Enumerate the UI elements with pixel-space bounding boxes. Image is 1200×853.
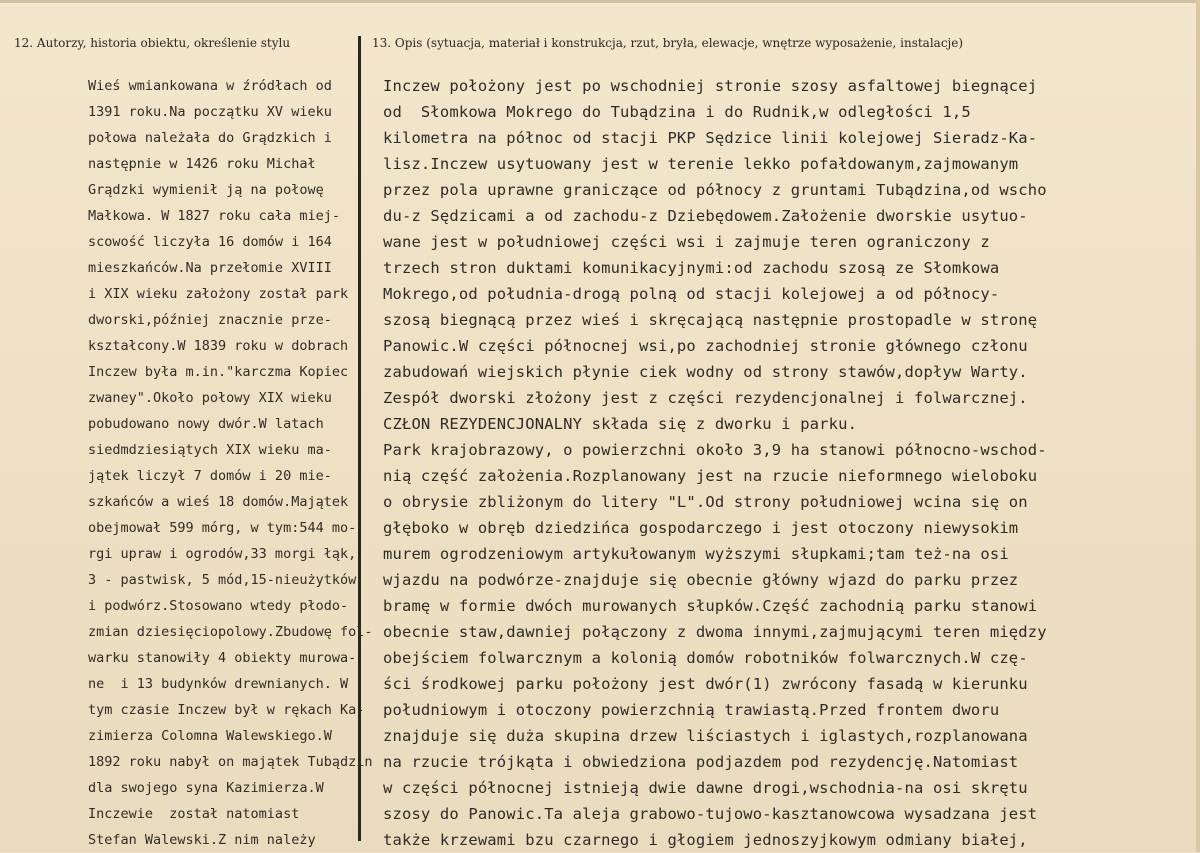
history-text-line: 3 - pastwisk, 5 mód,15-nieużytków bbox=[88, 572, 357, 588]
history-text-line: mieszkańców.Na przełomie XVIII bbox=[88, 260, 332, 276]
description-text-line: od Słomkowa Mokrego do Tubądzina i do Rudnik,w odległości 1,5 bbox=[383, 103, 971, 121]
description-text-line: murem ogrodzeniowym artykułowanym wyższymi słupkami;tam też-na osi bbox=[383, 545, 1009, 563]
history-text-line: Inczew była m.in."karczma Kopiec bbox=[88, 364, 349, 380]
description-text-line: kilometra na północ od stacji PKP Sędzice linii kolejowej Sieradz-Ka- bbox=[383, 129, 1038, 147]
history-text-line: zwaney".Około połowy XIX wieku bbox=[88, 390, 332, 406]
history-text-line: zimierza Colomna Walewskiego.W bbox=[88, 728, 332, 744]
description-text-line: Panowic.W części północnej wsi,po zachodniej stronie głównego członu bbox=[383, 337, 1028, 355]
description-text-line: nią część założenia.Rozplanowany jest na rzucie nieformnego wieloboku bbox=[383, 467, 1038, 485]
history-text-line: szkańców a wieś 18 domów.Majątek bbox=[88, 494, 349, 510]
description-text-line: także krzewami bzu czarnego i głogiem jednoszyjkowym odmiany białej, bbox=[383, 831, 1028, 849]
history-text-line: połowa należała do Grądzkich i bbox=[88, 130, 332, 146]
history-text-line: 1892 roku nabył on majątek Tubądzin bbox=[88, 754, 373, 770]
history-text-line: Wieś wmiankowana w źródłach od bbox=[88, 78, 332, 94]
description-text-line: szosy do Panowic.Ta aleja grabowo-tujowo-kasztanowcowa wysadzana jest bbox=[383, 805, 1038, 823]
description-text-line: Park krajobrazowy, o powierzchni około 3,9 ha stanowi północno-wschod- bbox=[383, 441, 1047, 459]
description-text-line: Mokrego,od południa-drogą polną od stacji kolejowej a od północy- bbox=[383, 285, 1000, 303]
history-text-line: ne i 13 budynków drewnianych. W bbox=[88, 676, 349, 692]
history-text-line: warku stanowiły 4 obiekty murowa- bbox=[88, 650, 357, 666]
description-text-line: południowym i otoczony powierzchnią trawiastą.Przed frontem dworu bbox=[383, 701, 1000, 719]
history-text-line: rgi upraw i ogrodów,33 morgi łąk, bbox=[88, 546, 357, 562]
description-text-line: Zespół dworski złożony jest z części rezydencjonalnej i folwarcznej. bbox=[383, 389, 1028, 407]
history-text-line: dworski,później znacznie prze- bbox=[88, 312, 332, 328]
description-text-line: przez pola uprawne graniczące od północy z gruntami Tubądzina,od wscho bbox=[383, 181, 1047, 199]
history-text-line: scowość liczyła 16 domów i 164 bbox=[88, 234, 332, 250]
description-text-line: trzech stron duktami komunikacyjnymi:od zachodu szosą ze Słomkowa bbox=[383, 259, 1000, 277]
history-text-line: pobudowano nowy dwór.W latach bbox=[88, 416, 324, 432]
history-text-line: obejmował 599 mórg, w tym:544 mo- bbox=[88, 520, 357, 536]
history-text-line: Inczewie został natomiast bbox=[88, 806, 300, 822]
description-text-line: na rzucie trójkąta i obwiedziona podjazdem pod rezydencję.Natomiast bbox=[383, 753, 1019, 771]
description-text-line: zabudowań wiejskich płynie ciek wodny od strony stawów,dopływ Warty. bbox=[383, 363, 1028, 381]
description-text-line: du-z Sędzicami a od zachodu-z Dziebędowem.Założenie dworskie usytuo- bbox=[383, 207, 1028, 225]
description-text-line: bramę w formie dwóch murowanych słupków.Część zachodnią parku stanowi bbox=[383, 597, 1038, 615]
history-text-line: tym czasie Inczew był w rękach Ka- bbox=[88, 702, 365, 718]
description-text-line: obejściem folwarcznym a kolonią domów robotników folwarcznych.W czę- bbox=[383, 649, 1028, 667]
description-text-line: obecnie staw,dawniej połączony z dwoma innymi,zajmującymi teren między bbox=[383, 623, 1047, 641]
history-text-line: siedmdziesiątych XIX wieku ma- bbox=[88, 442, 332, 458]
history-text-line: i podwórz.Stosowano wtedy płodo- bbox=[88, 598, 349, 614]
section-13-heading: 13. Opis (sytuacja, materiał i konstrukcja, rzut, bryła, elewacje, wnętrze wyposażenie, instalacje) bbox=[372, 36, 964, 50]
description-text-line: wjazdu na podwórze-znajduje się obecnie główny wjazd do parku przez bbox=[383, 571, 1019, 589]
history-text-line: Stefan Walewski.Z nim należy bbox=[88, 832, 316, 848]
description-text-line: wane jest w południowej części wsi i zajmuje teren ograniczony z bbox=[383, 233, 990, 251]
history-text-line: następnie w 1426 roku Michał bbox=[88, 156, 316, 172]
history-text-line: Małkowa. W 1827 roku cała miej- bbox=[88, 208, 340, 224]
history-text-line: Grądzki wymienił ją na połowę bbox=[88, 182, 324, 198]
history-text-line: zmian dziesięciopolowy.Zbudowę fol- bbox=[88, 624, 373, 640]
history-text-line: dla swojego syna Kazimierza.W bbox=[88, 780, 324, 796]
description-text-line: Inczew położony jest po wschodniej stronie szosy asfaltowej biegnącej bbox=[383, 77, 1038, 95]
history-text-line: 1391 roku.Na początku XV wieku bbox=[88, 104, 332, 120]
description-text-line: szosą biegnącą przez wieś i skręcającą następnie prostopadle w stronę bbox=[383, 311, 1038, 329]
description-text-line: w części północnej istnieją dwie dawne drogi,wschodnia-na osi skrętu bbox=[383, 779, 1028, 797]
description-text-line: o obrysie zbliżonym do litery "L".Od strony południowej wcina się on bbox=[383, 493, 1028, 511]
description-text-line: lisz.Inczew usytuowany jest w terenie lekko pofałdowanym,zajmowanym bbox=[383, 155, 1019, 173]
history-text-line: i XIX wieku założony został park bbox=[88, 286, 349, 302]
description-text-line: głęboko w obręb dziedzińca gospodarczego i jest otoczony niewysokim bbox=[383, 519, 1019, 537]
history-text-line: kształcony.W 1839 roku w dobrach bbox=[88, 338, 349, 354]
description-text-line: znajduje się duża skupina drzew liściastych i iglastych,rozplanowana bbox=[383, 727, 1028, 745]
page-right-edge bbox=[1196, 0, 1200, 852]
description-text-line: ści środkowej parku położony jest dwór(1) zwrócony fasadą w kierunku bbox=[383, 675, 1028, 693]
history-text-line: jątek liczył 7 domów i 20 mie- bbox=[88, 468, 332, 484]
page-top-edge bbox=[0, 0, 1200, 3]
section-12-heading: 12. Autorzy, historia obiektu, określenie stylu bbox=[14, 36, 291, 50]
description-text-line: CZŁON REZYDENCJONALNY składa się z dworku i parku. bbox=[383, 415, 858, 433]
